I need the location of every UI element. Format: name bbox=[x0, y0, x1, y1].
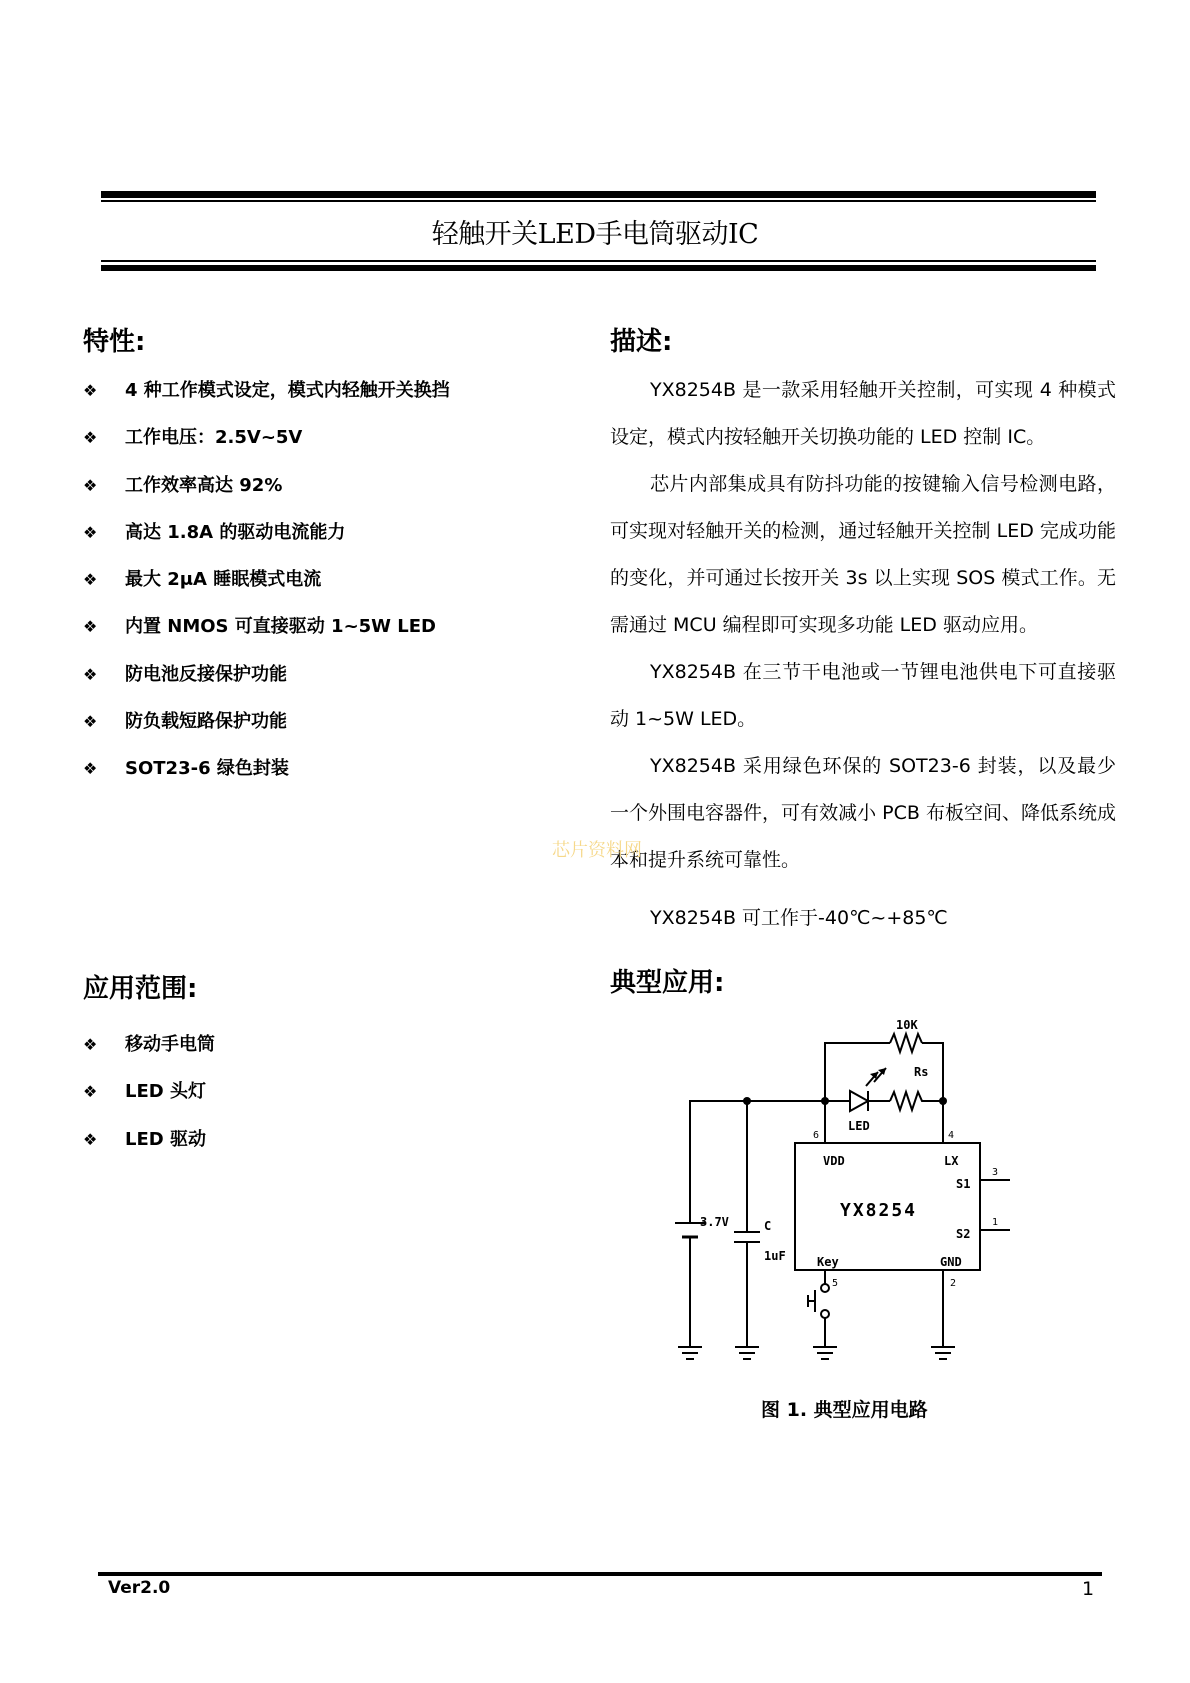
bullet-diamond-icon: ❖ bbox=[83, 570, 98, 590]
header-bottom-rule bbox=[101, 265, 1096, 271]
cap-label: C bbox=[764, 1219, 772, 1233]
pin4-number: 4 bbox=[948, 1130, 955, 1141]
description-paragraph: YX8254B 是一款采用轻触开关控制，可实现 4 种模式设定，模式内按轻触开关切换功能的 LED 控制 IC。 bbox=[610, 379, 1116, 448]
bullet-diamond-icon: ❖ bbox=[83, 617, 98, 637]
r-top-label: 10K bbox=[896, 1018, 918, 1032]
applications-heading: 应用范围: bbox=[83, 974, 198, 1004]
bullet-diamond-icon: ❖ bbox=[83, 1082, 98, 1102]
header-top-rule bbox=[101, 191, 1096, 198]
bullet-diamond-icon: ❖ bbox=[83, 381, 98, 400]
list-item: ❖ 防电池反接保护功能 bbox=[83, 651, 450, 698]
watermark: 芯片资料网 bbox=[552, 840, 642, 861]
bullet-diamond-icon: ❖ bbox=[83, 522, 98, 542]
typical-app-heading: 典型应用: bbox=[610, 968, 725, 998]
applications-list bbox=[83, 1021, 215, 1163]
footer-version: Ver2.0 bbox=[108, 1578, 171, 1598]
pin-vdd-label: VDD bbox=[823, 1154, 845, 1168]
list-item: ❖ 内置 NMOS 可直接驱动 1~5W LED bbox=[83, 603, 450, 650]
list-item: ❖ 工作电压：2.5V~5V bbox=[83, 414, 450, 461]
pin2-number: 2 bbox=[950, 1278, 957, 1289]
pin6-number: 6 bbox=[813, 1130, 820, 1141]
list-item: ❖ LED 驱动 bbox=[83, 1116, 215, 1163]
list-item: ❖ 工作效率高达 92% bbox=[83, 462, 450, 509]
list-item: ❖ 移动手电筒 bbox=[83, 1021, 215, 1068]
figure-caption: 图 1. 典型应用电路 bbox=[761, 1399, 928, 1421]
bullet-diamond-icon: ❖ bbox=[83, 664, 98, 684]
pin3-number: 3 bbox=[992, 1167, 999, 1178]
bullet-diamond-icon: ❖ bbox=[83, 475, 98, 495]
page-title: 轻触开关LED手电筒驱动IC bbox=[431, 219, 759, 250]
list-item: ❖ 防负载短路保护功能 bbox=[83, 698, 450, 745]
bullet-diamond-icon: ❖ bbox=[83, 428, 98, 448]
description-paragraph: YX8254B 采用绿色环保的 SOT23-6 封装，以及最少一个外围电容器件，可有效减小 PCB 布板空间、降低系统成本和提升系统可靠性。 bbox=[610, 755, 1116, 871]
pin-s1-label: S1 bbox=[956, 1177, 971, 1191]
list-item: ❖ 最大 2μA 睡眠模式电流 bbox=[83, 556, 450, 603]
bullet-diamond-icon: ❖ bbox=[83, 1035, 98, 1054]
description-heading: 描述: bbox=[610, 327, 673, 357]
list-item: ❖ LED 头灯 bbox=[83, 1068, 215, 1115]
bullet-diamond-icon: ❖ bbox=[83, 759, 98, 779]
pin-s2-label: S2 bbox=[956, 1227, 971, 1241]
bullet-diamond-icon: ❖ bbox=[83, 1129, 98, 1149]
pin-lx-label: LX bbox=[944, 1154, 959, 1168]
chip-name: YX8254 bbox=[840, 1200, 918, 1221]
battery-label: 3.7V bbox=[700, 1215, 729, 1229]
pin-gnd-label: GND bbox=[940, 1255, 962, 1269]
description-paragraph: YX8254B 在三节干电池或一节锂电池供电下可直接驱动 1~5W LED。 bbox=[610, 661, 1116, 730]
list-item: ❖ 4 种工作模式设定，模式内轻触开关换挡 bbox=[83, 367, 450, 414]
pin5-number: 5 bbox=[832, 1278, 839, 1289]
header-top-thin-rule bbox=[101, 200, 1096, 202]
page-number: 1 bbox=[1082, 1578, 1095, 1600]
rs-label: Rs bbox=[914, 1065, 929, 1079]
temperature-range: YX8254B 可工作于-40℃~+85℃ bbox=[650, 907, 948, 929]
led-label: LED bbox=[848, 1119, 870, 1133]
pin1-number: 1 bbox=[992, 1217, 999, 1228]
description-paragraph: 芯片内部集成具有防抖功能的按键输入信号检测电路，可实现对轻触开关的检测，通过轻触开关控制 LED 完成功能的变化，并可通过长按开关 3s 以上实现 SOS 模式工作。无需通过 MCU 编程即可实现多功能 LED 驱动应用。 bbox=[610, 473, 1116, 636]
bullet-diamond-icon: ❖ bbox=[83, 712, 98, 732]
footer-rule bbox=[98, 1572, 1102, 1576]
description-body bbox=[610, 367, 1116, 884]
header-bottom-thin-rule bbox=[101, 260, 1096, 262]
list-item: ❖ 高达 1.8A 的驱动电流能力 bbox=[83, 509, 450, 556]
typical-application-circuit bbox=[660, 1010, 1040, 1380]
pin-key-label: Key bbox=[817, 1255, 839, 1269]
cap-value-label: 1uF bbox=[764, 1249, 786, 1263]
features-heading: 特性: bbox=[83, 327, 146, 357]
features-list bbox=[83, 367, 450, 793]
list-item: ❖ SOT23-6 绿色封装 bbox=[83, 745, 450, 792]
